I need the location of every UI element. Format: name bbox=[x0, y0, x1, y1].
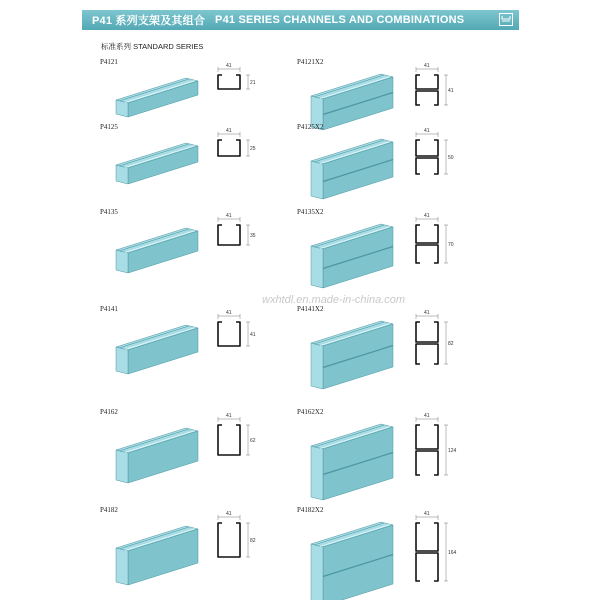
section-width-label: 41 bbox=[424, 128, 430, 134]
section-height-label: 124 bbox=[448, 448, 457, 454]
section-width-label: 41 bbox=[226, 213, 232, 219]
double-channel-label: P4162X2 bbox=[297, 408, 324, 416]
single-channel-section bbox=[212, 310, 272, 390]
section-width-label: 41 bbox=[424, 511, 430, 517]
section-height-label: 70 bbox=[448, 242, 454, 248]
company-logo-icon bbox=[499, 13, 513, 26]
header-bar bbox=[82, 10, 519, 30]
standard-series-title: 标准系列 STANDARD SERIES bbox=[101, 42, 204, 51]
section-width-label: 41 bbox=[226, 310, 232, 316]
section-height-label: 35 bbox=[250, 233, 256, 239]
double-channel-label: P4141X2 bbox=[297, 305, 324, 313]
section-width-label: 41 bbox=[424, 310, 430, 316]
single-channel-section bbox=[212, 413, 272, 493]
single-channel-section bbox=[212, 511, 272, 591]
double-channel-label: P4121X2 bbox=[297, 58, 324, 66]
section-width-label: 41 bbox=[424, 213, 430, 219]
single-channel-label: P4125 bbox=[100, 123, 118, 131]
section-height-label: 21 bbox=[250, 80, 256, 86]
double-channel-section bbox=[410, 310, 470, 390]
double-channel-profile bbox=[305, 214, 425, 294]
section-height-label: 50 bbox=[448, 155, 454, 161]
section-width-label: 41 bbox=[226, 511, 232, 517]
double-channel-profile bbox=[305, 512, 425, 592]
double-channel-label: P4182X2 bbox=[297, 506, 324, 514]
double-channel-section bbox=[410, 511, 470, 591]
header-title-cn: P41 系列支架及其组合 bbox=[92, 15, 206, 27]
single-channel-section bbox=[212, 213, 272, 293]
section-width-label: 41 bbox=[424, 413, 430, 419]
section-height-label: 41 bbox=[448, 88, 454, 94]
double-channel-section bbox=[410, 128, 470, 208]
section-height-label: 41 bbox=[250, 332, 256, 338]
single-channel-label: P4141 bbox=[100, 305, 118, 313]
section-height-label: 82 bbox=[448, 341, 454, 347]
header-title-en: P41 SERIES CHANNELS AND COMBINATIONS bbox=[215, 14, 465, 26]
single-channel-label: P4121 bbox=[100, 58, 118, 66]
double-channel-section bbox=[410, 213, 470, 293]
single-channel-label: P4135 bbox=[100, 208, 118, 216]
single-channel-label: P4162 bbox=[100, 408, 118, 416]
section-height-label: 25 bbox=[250, 146, 256, 152]
double-channel-profile bbox=[305, 414, 425, 494]
single-channel-label: P4182 bbox=[100, 506, 118, 514]
section-height-label: 82 bbox=[250, 538, 256, 544]
double-channel-profile bbox=[305, 311, 425, 391]
section-height-label: 164 bbox=[448, 550, 457, 556]
double-channel-label: P4135X2 bbox=[297, 208, 324, 216]
section-width-label: 41 bbox=[226, 63, 232, 69]
single-channel-section bbox=[212, 128, 272, 208]
section-width-label: 41 bbox=[424, 63, 430, 69]
section-width-label: 41 bbox=[226, 128, 232, 134]
watermark: wxhtdl.en.made-in-china.com bbox=[262, 294, 406, 306]
section-width-label: 41 bbox=[226, 413, 232, 419]
double-channel-section bbox=[410, 413, 470, 493]
double-channel-profile bbox=[305, 129, 425, 209]
section-height-label: 62 bbox=[250, 438, 256, 444]
double-channel-label: P4125X2 bbox=[297, 123, 324, 131]
